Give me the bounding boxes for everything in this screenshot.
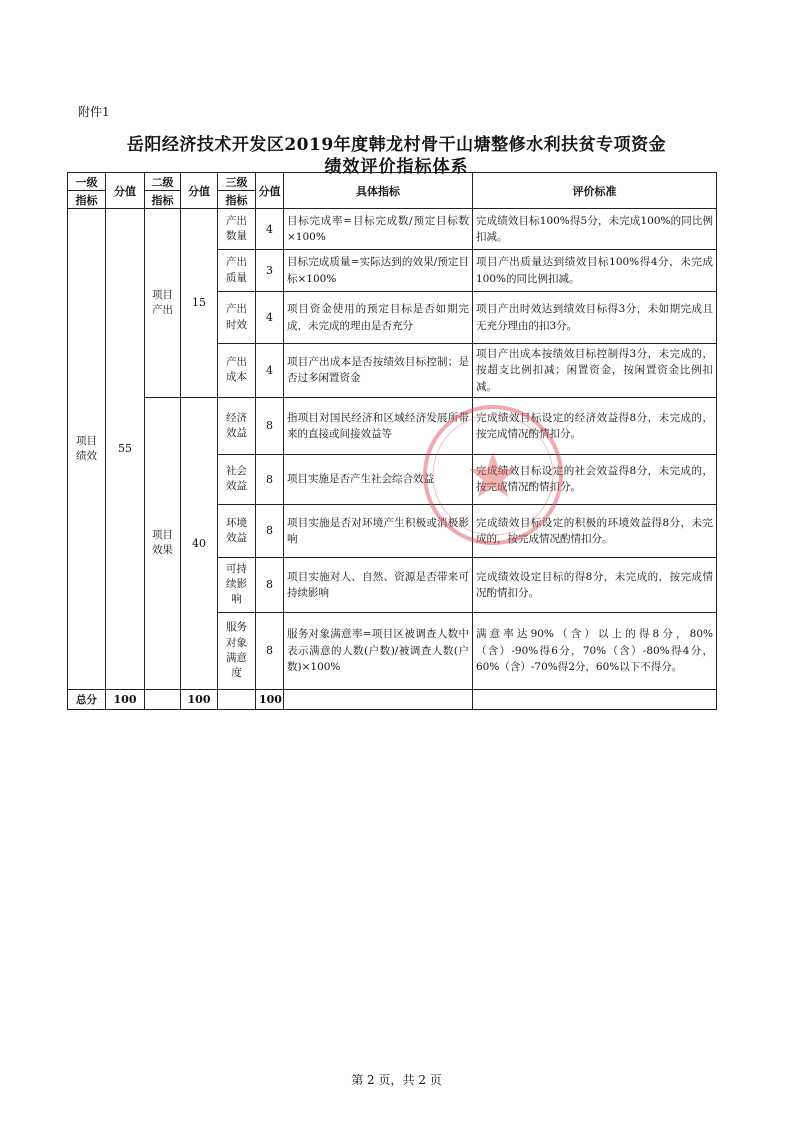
level3-score: 4	[256, 344, 284, 398]
total-empty-4	[473, 689, 717, 709]
header-level2-top: 二级	[145, 173, 181, 191]
header-score3: 分值	[256, 173, 284, 209]
specific-indicator: 项目资金使用的预定目标是否如期完成，未完成的理由是否充分	[284, 292, 473, 344]
total-label: 总分	[68, 689, 106, 709]
header-level1-bottom: 指标	[68, 191, 106, 209]
specific-indicator: 项目产出成本是否按绩效目标控制；是否过多闲置资金	[284, 344, 473, 398]
header-level1-top: 一级	[68, 173, 106, 191]
evaluation-standard: 满意率达90%（含）以上的得8分，80%（含）-90%得6分，70%（含）-80%得4分，60%（含）-70%得2分，60%以下不得分。	[473, 612, 717, 689]
level3-score: 8	[256, 454, 284, 504]
evaluation-standard: 完成绩效目标设定的经济效益得8分，未完成的，按完成情况酌情扣分。	[473, 397, 717, 454]
level3-score: 8	[256, 557, 284, 612]
specific-indicator: 项目实施是否产生社会综合效益	[284, 454, 473, 504]
level3-name: 社会 效益	[218, 454, 256, 504]
level3-score: 3	[256, 250, 284, 292]
level3-score: 8	[256, 397, 284, 454]
header-standard: 评价标准	[473, 173, 717, 209]
level3-name: 产出 质量	[218, 250, 256, 292]
level3-name: 产出 成本	[218, 344, 256, 398]
specific-indicator: 项目实施是否对环境产生积极或消极影响	[284, 504, 473, 557]
specific-indicator: 目标完成质量=实际达到的效果/预定目标×100%	[284, 250, 473, 292]
attachment-label: 附件1	[78, 105, 110, 119]
level3-score: 8	[256, 504, 284, 557]
level2-name-output: 项目 产出	[145, 209, 181, 398]
level3-name: 经济 效益	[218, 397, 256, 454]
evaluation-standard: 完成绩效目标设定的积极的环境效益得8分，未完成的，按完成情况酌情扣分。	[473, 504, 717, 557]
evaluation-standard: 项目产出成本按绩效目标控制得3分，未完成的，按超支比例扣减；闲置资金，按闲置资金比例扣减。	[473, 344, 717, 398]
level3-score: 8	[256, 612, 284, 689]
total-row	[68, 689, 717, 709]
specific-indicator: 目标完成率=目标完成数/预定目标数×100%	[284, 209, 473, 250]
evaluation-standard: 完成绩效目标设定的社会效益得8分，未完成的，按完成情况酌情扣分。	[473, 454, 717, 504]
total-score3: 100	[256, 689, 284, 709]
total-empty-3	[284, 689, 473, 709]
evaluation-standard: 项目产出时效达到绩效目标得3分，未如期完成且无充分理由的扣3分。	[473, 292, 717, 344]
level3-score: 4	[256, 209, 284, 250]
level1-score: 55	[106, 209, 145, 690]
table-row	[68, 209, 717, 250]
specific-indicator: 项目实施对人、自然、资源是否带来可持续影响	[284, 557, 473, 612]
total-empty-2	[218, 689, 256, 709]
header-level3-top: 三级	[218, 173, 256, 191]
header-row-1	[68, 173, 717, 191]
level1-name: 项目 绩效	[68, 209, 106, 690]
header-level3-bottom: 指标	[218, 191, 256, 209]
evaluation-table	[67, 172, 717, 710]
document-title: 岳阳经济技术开发区2019年度韩龙村骨干山塘整修水利扶贫专项资金	[126, 135, 667, 155]
page-footer: 第 2 页，共 2 页	[351, 1073, 442, 1087]
evaluation-standard: 完成绩效设定目标的得8分，未完成的，按完成情况酌情扣分。	[473, 557, 717, 612]
table-row	[68, 397, 717, 454]
level3-name: 服务 对象 满意 度	[218, 612, 256, 689]
document-subtitle: 绩效评价指标体系	[324, 157, 469, 177]
header-score1: 分值	[106, 173, 145, 209]
specific-indicator: 服务对象满意率=项目区被调查人数中表示满意的人数(户数)/被调查人数(户数)×100%	[284, 612, 473, 689]
header-level2-bottom: 指标	[145, 191, 181, 209]
level3-name: 产出 数量	[218, 209, 256, 250]
total-score1: 100	[106, 689, 145, 709]
evaluation-standard: 完成绩效目标100%得5分，未完成100%的同比例扣减。	[473, 209, 717, 250]
level2-score-effect: 40	[181, 397, 218, 689]
level3-name: 产出 时效	[218, 292, 256, 344]
level3-name: 可持 续影 响	[218, 557, 256, 612]
level2-score-output: 15	[181, 209, 218, 398]
level2-name-effect: 项目 效果	[145, 397, 181, 689]
specific-indicator: 指项目对国民经济和区域经济发展所带来的直接或间接效益等	[284, 397, 473, 454]
header-specific: 具体指标	[284, 173, 473, 209]
header-score2: 分值	[181, 173, 218, 209]
total-empty-1	[145, 689, 181, 709]
evaluation-standard: 项目产出质量达到绩效目标100%得4分，未完成100%的同比例扣减。	[473, 250, 717, 292]
level3-name: 环境 效益	[218, 504, 256, 557]
total-score2: 100	[181, 689, 218, 709]
level3-score: 4	[256, 292, 284, 344]
